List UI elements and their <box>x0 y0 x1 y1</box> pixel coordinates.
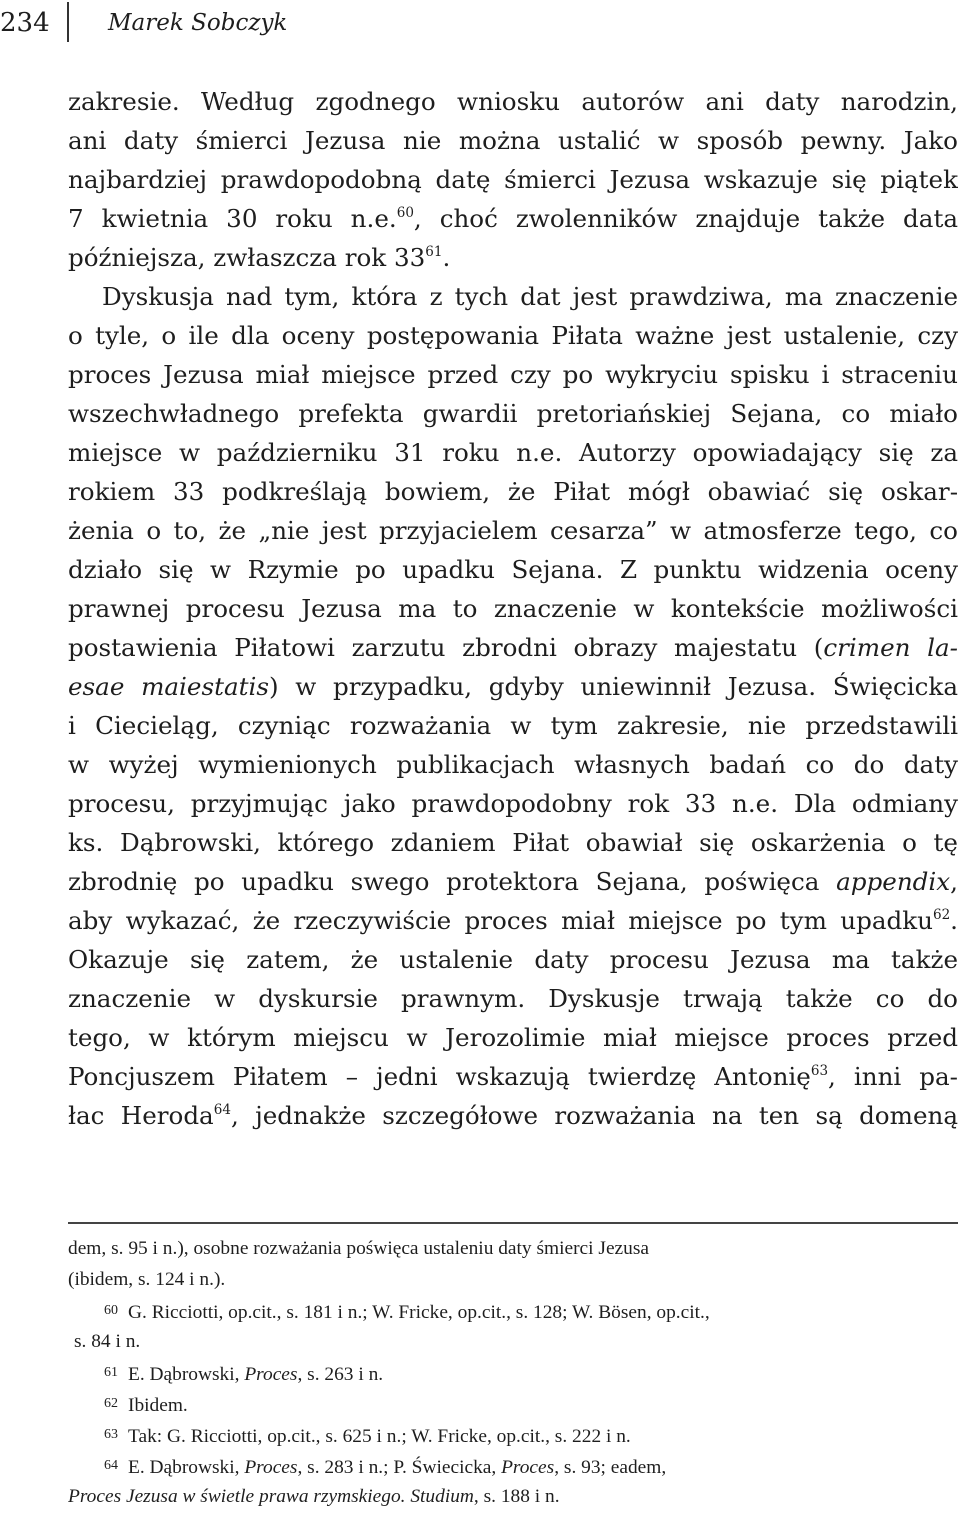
text-line: esae maiestatis) w przypadku, gdyby uniewinnił Jezusa. Święcicka <box>68 672 958 701</box>
text-line: prawnej procesu Jezusa ma to znaczenie w kontekście możliwości <box>68 594 958 623</box>
page-number: 234 <box>0 8 50 38</box>
footnote-60: $^{60}$ G. Ricciotti, op.cit., s. 181 i n.; W. Fricke, op.cit., s. 128; W. Bösen, op.cit., <box>104 1302 710 1323</box>
text-line: miejsce w październiku 31 roku n.e. Autorzy opowiadający się za <box>68 438 958 467</box>
footnote-61: $^{61}$ E. Dąbrowski, Proces, s. 263 i n. <box>104 1364 384 1385</box>
footnote-number: 62 <box>104 1396 118 1411</box>
footnote-60-cont: s. 84 i n. <box>74 1331 141 1352</box>
text-line: wszechwładnego prefekta gwardii pretoriańskiej Sejana, co miało <box>68 399 958 428</box>
text-line: zbrodnię po upadku swego protektora Sejana, poświęca appendix, <box>68 867 958 896</box>
body-text <box>68 82 958 1135</box>
text-line: w wyżej wymienionych publikacjach własnych badań co do daty <box>68 750 958 779</box>
footnote-continuation: dem, s. 95 i n.), osobne rozważania poświęca ustaleniu daty śmierci Jezusa <box>68 1238 649 1259</box>
footnote-ref-60: 60 <box>396 204 414 221</box>
paragraph-first-line: Dyskusja nad tym, która z tych dat jest prawdziwa, ma znaczenie <box>102 282 958 311</box>
footnote-ref-61: 61 <box>425 243 443 260</box>
text-line: o tyle, o ile dla oceny postępowania Piłata ważne jest ustalenie, czy <box>68 321 958 350</box>
text-line: działo się w Rzymie po upadku Sejana. Z punktu widzenia oceny <box>68 555 958 584</box>
footnote-62: $^{62}$ Ibidem. <box>104 1395 188 1416</box>
text-line: łac Heroda$^{64}$, jednakże szczegółowe rozważania na ten są domeną <box>68 1101 958 1130</box>
footnote-number: 60 <box>104 1303 118 1318</box>
header-divider <box>67 2 69 42</box>
text-line: i Ciecieląg, czyniąc rozważania w tym zakresie, nie przedstawili <box>68 711 958 740</box>
text-line: żenia o to, że „nie jest przyjacielem cesarza” w atmosferze tego, co <box>68 516 958 545</box>
footnote-separator <box>68 1222 958 1224</box>
footnote-ref-63: 63 <box>810 1062 829 1079</box>
text-line: Poncjuszem Piłatem – jedni wskazują twierdzę Antonię$^{63}$, inni pa- <box>68 1062 958 1091</box>
footnote-number: 63 <box>104 1427 118 1442</box>
footnote-number: 61 <box>104 1365 118 1380</box>
footnote-continuation: (ibidem, s. 124 i n.). <box>68 1269 226 1290</box>
text-line: ani daty śmierci Jezusa nie można ustalić w sposób pewny. Jako <box>68 126 958 155</box>
footnotes <box>68 1233 958 1512</box>
running-head-author: Marek Sobczyk <box>108 10 288 36</box>
footnote-number: 64 <box>104 1458 118 1473</box>
footnote-64: $^{64}$ E. Dąbrowski, Proces, s. 283 i n.; P. Świecicka, Proces, s. 93; eadem, <box>104 1457 667 1478</box>
text-line: rokiem 33 podkreślają bowiem, że Piłat mógł obawiać się oskar- <box>68 477 958 506</box>
text-line: procesu, przyjmując jako prawdopodobny rok 33 n.e. Dla odmiany <box>68 789 958 818</box>
text-line: Okazuje się zatem, że ustalenie daty procesu Jezusa ma także <box>68 945 958 974</box>
running-header <box>0 0 960 46</box>
text-line: proces Jezusa miał miejsce przed czy po wykryciu spisku i straceniu <box>68 360 958 389</box>
text-line: aby wykazać, że rzeczywiście proces miał miejsce po tym upadku$^{62}$. <box>68 906 958 935</box>
footnote-ref-62: 62 <box>932 906 951 923</box>
footnote-ref-64: 64 <box>213 1101 231 1118</box>
text-line: późniejsza, zwłaszcza rok $33^{61}$. <box>68 243 451 272</box>
text-line: ks. Dąbrowski, którego zdaniem Piłat obawiał się oskarżenia o tę <box>68 828 958 857</box>
text-line: zakresie. Według zgodnego wniosku autorów ani daty narodzin, <box>68 87 958 116</box>
text-line: znaczenie w dyskursie prawnym. Dyskusje trwają także co do <box>68 984 958 1013</box>
text-line: tego, w którym miejscu w Jerozolimie miał miejsce proces przed <box>68 1023 958 1052</box>
text-line: najbardziej prawdopodobną datę śmierci Jezusa wskazuje się piątek <box>68 165 958 194</box>
footnote-64-cont: Proces Jezusa w świetle prawa rzymskiego. Studium, s. 188 i n. <box>68 1486 560 1507</box>
text-line: 7 kwietnia 30 roku n.e.$^{60}$, choć zwolenników znajduje także data <box>68 204 958 233</box>
text-line: postawienia Piłatowi zarzutu zbrodni obrazy majestatu (crimen la- <box>68 633 958 662</box>
footnote-63: $^{63}$ Tak: G. Ricciotti, op.cit., s. 625 i n.; W. Fricke, op.cit., s. 222 i n. <box>104 1426 631 1447</box>
